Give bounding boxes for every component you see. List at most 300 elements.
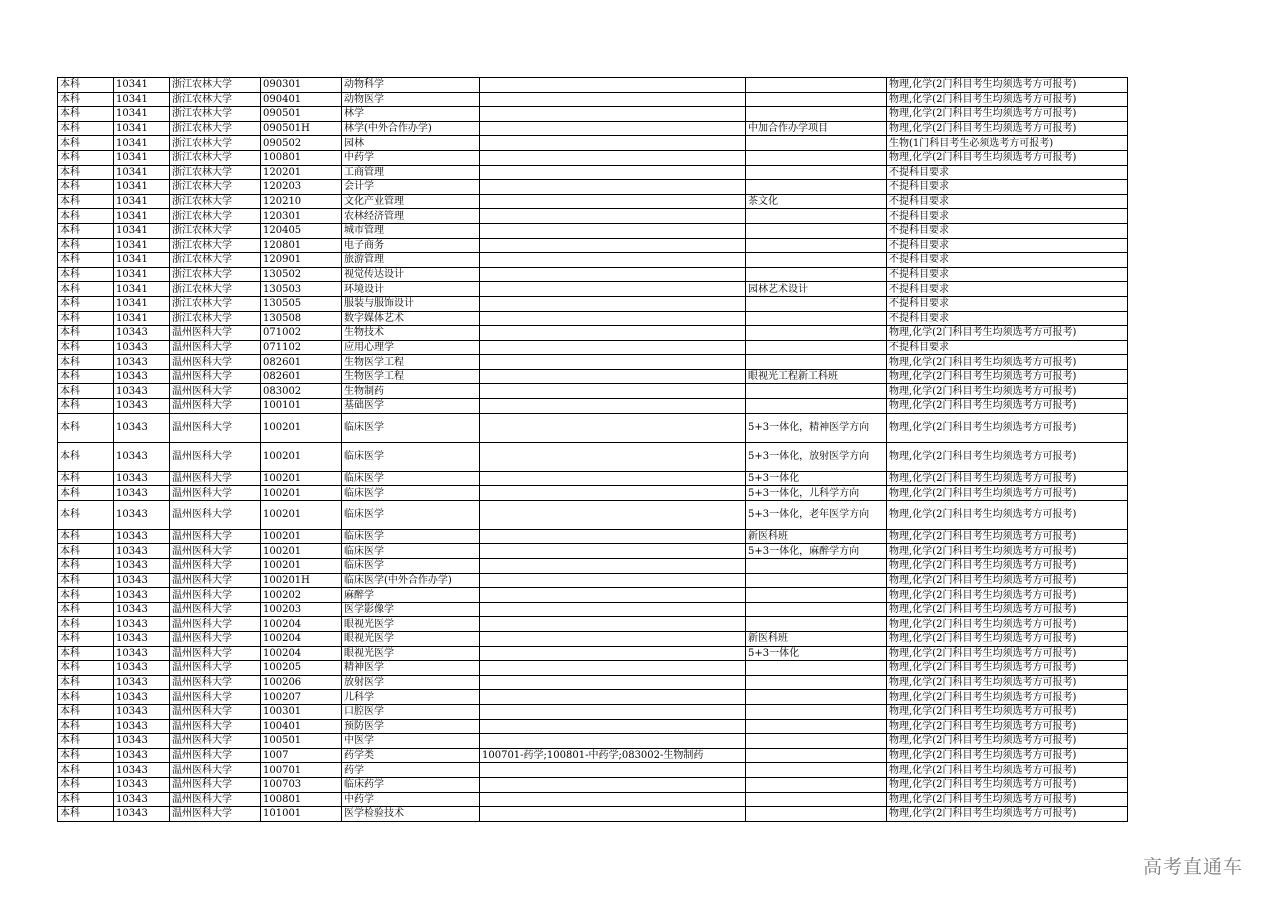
school-name-cell: 温州医科大学 — [170, 704, 261, 719]
major-code-cell: 120901 — [261, 253, 342, 268]
subject-requirement-cell: 不提科目要求 — [887, 311, 1128, 326]
major-name-cell: 临床药学 — [342, 777, 480, 792]
remark-cell: 5+3一体化 — [746, 646, 887, 661]
level-cell: 本科 — [58, 121, 114, 136]
major-name-cell: 药学类 — [342, 748, 480, 763]
major-code-cell: 100201 — [261, 559, 342, 574]
school-name-cell: 温州医科大学 — [170, 632, 261, 647]
level-cell: 本科 — [58, 675, 114, 690]
school-name-cell: 温州医科大学 — [170, 763, 261, 778]
major-scope-cell — [480, 384, 746, 399]
subject-requirement-cell: 不提科目要求 — [887, 223, 1128, 238]
major-code-cell: 130503 — [261, 282, 342, 297]
remark-cell: 中加合作办学项目 — [746, 121, 887, 136]
school-code-cell: 10343 — [114, 500, 170, 529]
major-name-cell: 中医学 — [342, 734, 480, 749]
level-cell: 本科 — [58, 471, 114, 486]
remark-cell: 茶文化 — [746, 194, 887, 209]
level-cell: 本科 — [58, 573, 114, 588]
subject-requirement-cell: 不提科目要求 — [887, 194, 1128, 209]
table-row — [58, 282, 1128, 297]
table-row — [58, 690, 1128, 705]
major-code-cell: 090301 — [261, 78, 342, 93]
major-code-cell: 100501 — [261, 734, 342, 749]
school-name-cell: 温州医科大学 — [170, 748, 261, 763]
major-code-cell: 090401 — [261, 92, 342, 107]
remark-cell — [746, 748, 887, 763]
major-scope-cell — [480, 719, 746, 734]
major-name-cell: 林学 — [342, 107, 480, 122]
major-code-cell: 120301 — [261, 209, 342, 224]
subject-requirement-cell: 物理,化学(2门科目考生均须选考方可报考) — [887, 471, 1128, 486]
school-name-cell: 浙江农林大学 — [170, 121, 261, 136]
major-code-cell: 090501H — [261, 121, 342, 136]
table-row — [58, 253, 1128, 268]
major-code-cell: 100201 — [261, 486, 342, 501]
remark-cell — [746, 253, 887, 268]
level-cell: 本科 — [58, 238, 114, 253]
subject-requirement-cell: 不提科目要求 — [887, 282, 1128, 297]
level-cell: 本科 — [58, 807, 114, 822]
table-row — [58, 646, 1128, 661]
level-cell: 本科 — [58, 690, 114, 705]
school-name-cell: 温州医科大学 — [170, 573, 261, 588]
remark-cell — [746, 661, 887, 676]
remark-cell — [746, 267, 887, 282]
school-code-cell: 10343 — [114, 573, 170, 588]
major-name-cell: 旅游管理 — [342, 253, 480, 268]
remark-cell — [746, 238, 887, 253]
table-row — [58, 223, 1128, 238]
major-name-cell: 临床医学(中外合作办学) — [342, 573, 480, 588]
subject-requirement-cell: 不提科目要求 — [887, 340, 1128, 355]
major-name-cell: 生物制药 — [342, 384, 480, 399]
subject-requirement-cell: 物理,化学(2门科目考生均须选考方可报考) — [887, 646, 1128, 661]
school-name-cell: 温州医科大学 — [170, 734, 261, 749]
major-scope-cell — [480, 807, 746, 822]
remark-cell: 新医科班 — [746, 632, 887, 647]
school-code-cell: 10343 — [114, 646, 170, 661]
major-scope-cell — [480, 734, 746, 749]
major-code-cell: 100201 — [261, 413, 342, 442]
subject-requirement-cell: 物理,化学(2门科目考生均须选考方可报考) — [887, 486, 1128, 501]
major-name-cell: 中药学 — [342, 792, 480, 807]
subject-requirement-cell: 物理,化学(2门科目考生均须选考方可报考) — [887, 632, 1128, 647]
major-scope-cell — [480, 588, 746, 603]
major-name-cell: 动物科学 — [342, 78, 480, 93]
remark-cell: 5+3一体化，老年医学方向 — [746, 500, 887, 529]
major-scope-cell — [480, 311, 746, 326]
major-name-cell: 临床医学 — [342, 413, 480, 442]
major-name-cell: 口腔医学 — [342, 704, 480, 719]
level-cell: 本科 — [58, 661, 114, 676]
school-code-cell: 10341 — [114, 282, 170, 297]
school-code-cell: 10341 — [114, 253, 170, 268]
school-code-cell: 10343 — [114, 588, 170, 603]
level-cell: 本科 — [58, 78, 114, 93]
major-code-cell: 090501 — [261, 107, 342, 122]
school-code-cell: 10341 — [114, 194, 170, 209]
table-row — [58, 267, 1128, 282]
major-code-cell: 100201 — [261, 471, 342, 486]
level-cell: 本科 — [58, 617, 114, 632]
level-cell: 本科 — [58, 223, 114, 238]
level-cell: 本科 — [58, 165, 114, 180]
major-scope-cell — [480, 194, 746, 209]
subject-requirement-cell: 不提科目要求 — [887, 180, 1128, 195]
level-cell: 本科 — [58, 704, 114, 719]
school-name-cell: 温州医科大学 — [170, 544, 261, 559]
major-scope-cell — [480, 544, 746, 559]
major-name-cell: 生物医学工程 — [342, 369, 480, 384]
subject-requirement-cell: 物理,化学(2门科目考生均须选考方可报考) — [887, 763, 1128, 778]
school-code-cell: 10343 — [114, 413, 170, 442]
subject-requirement-cell: 物理,化学(2门科目考生均须选考方可报考) — [887, 573, 1128, 588]
table-row — [58, 602, 1128, 617]
school-code-cell: 10341 — [114, 180, 170, 195]
school-name-cell: 浙江农林大学 — [170, 311, 261, 326]
school-name-cell: 浙江农林大学 — [170, 194, 261, 209]
school-code-cell: 10343 — [114, 326, 170, 341]
remark-cell — [746, 734, 887, 749]
school-name-cell: 浙江农林大学 — [170, 92, 261, 107]
major-scope-cell: 100701-药学;100801-中药学;083002-生物制药 — [480, 748, 746, 763]
school-name-cell: 浙江农林大学 — [170, 78, 261, 93]
major-name-cell: 环境设计 — [342, 282, 480, 297]
level-cell: 本科 — [58, 719, 114, 734]
major-code-cell: 120210 — [261, 194, 342, 209]
major-scope-cell — [480, 326, 746, 341]
remark-cell — [746, 777, 887, 792]
school-code-cell: 10343 — [114, 399, 170, 414]
school-code-cell: 10341 — [114, 92, 170, 107]
remark-cell — [746, 78, 887, 93]
remark-cell — [746, 355, 887, 370]
major-code-cell: 130502 — [261, 267, 342, 282]
major-scope-cell — [480, 399, 746, 414]
school-name-cell: 温州医科大学 — [170, 617, 261, 632]
table-row — [58, 209, 1128, 224]
major-code-cell: 100101 — [261, 399, 342, 414]
remark-cell: 5+3一体化，儿科学方向 — [746, 486, 887, 501]
major-code-cell: 120203 — [261, 180, 342, 195]
level-cell: 本科 — [58, 792, 114, 807]
school-name-cell: 温州医科大学 — [170, 413, 261, 442]
level-cell: 本科 — [58, 544, 114, 559]
remark-cell — [746, 588, 887, 603]
table-row — [58, 238, 1128, 253]
major-name-cell: 数字媒体艺术 — [342, 311, 480, 326]
school-code-cell: 10343 — [114, 675, 170, 690]
school-code-cell: 10343 — [114, 807, 170, 822]
major-code-cell: 1007 — [261, 748, 342, 763]
major-name-cell: 工商管理 — [342, 165, 480, 180]
school-code-cell: 10343 — [114, 384, 170, 399]
school-code-cell: 10343 — [114, 661, 170, 676]
subject-requirement-cell: 物理,化学(2门科目考生均须选考方可报考) — [887, 442, 1128, 471]
major-name-cell: 临床医学 — [342, 471, 480, 486]
subject-requirement-cell: 不提科目要求 — [887, 296, 1128, 311]
table-row — [58, 632, 1128, 647]
remark-cell: 5+3一体化 — [746, 471, 887, 486]
school-name-cell: 温州医科大学 — [170, 675, 261, 690]
level-cell: 本科 — [58, 763, 114, 778]
level-cell: 本科 — [58, 632, 114, 647]
school-code-cell: 10343 — [114, 369, 170, 384]
school-name-cell: 浙江农林大学 — [170, 136, 261, 151]
major-name-cell: 农林经济管理 — [342, 209, 480, 224]
subject-requirement-cell: 物理,化学(2门科目考生均须选考方可报考) — [887, 500, 1128, 529]
subject-requirement-cell: 不提科目要求 — [887, 253, 1128, 268]
major-code-cell: 100203 — [261, 602, 342, 617]
remark-cell: 新医科班 — [746, 529, 887, 544]
remark-cell — [746, 399, 887, 414]
major-scope-cell — [480, 150, 746, 165]
level-cell: 本科 — [58, 529, 114, 544]
remark-cell — [746, 223, 887, 238]
subject-requirement-cell: 物理,化学(2门科目考生均须选考方可报考) — [887, 369, 1128, 384]
major-name-cell: 视觉传达设计 — [342, 267, 480, 282]
table-row — [58, 399, 1128, 414]
subject-requirement-cell: 物理,化学(2门科目考生均须选考方可报考) — [887, 326, 1128, 341]
school-code-cell: 10341 — [114, 136, 170, 151]
major-code-cell: 100201 — [261, 529, 342, 544]
remark-cell — [746, 107, 887, 122]
major-name-cell: 动物医学 — [342, 92, 480, 107]
school-code-cell: 10343 — [114, 442, 170, 471]
table-row — [58, 180, 1128, 195]
table-row — [58, 704, 1128, 719]
remark-cell — [746, 617, 887, 632]
major-scope-cell — [480, 78, 746, 93]
school-name-cell: 浙江农林大学 — [170, 107, 261, 122]
subject-requirement-cell: 生物(1门科目考生必须选考方可报考) — [887, 136, 1128, 151]
level-cell: 本科 — [58, 442, 114, 471]
school-code-cell: 10343 — [114, 777, 170, 792]
table-row — [58, 573, 1128, 588]
table-row — [58, 442, 1128, 471]
remark-cell — [746, 384, 887, 399]
level-cell: 本科 — [58, 296, 114, 311]
remark-cell — [746, 690, 887, 705]
table-row — [58, 165, 1128, 180]
major-name-cell: 药学 — [342, 763, 480, 778]
major-scope-cell — [480, 121, 746, 136]
major-scope-cell — [480, 238, 746, 253]
major-code-cell: 071002 — [261, 326, 342, 341]
major-name-cell: 基础医学 — [342, 399, 480, 414]
table-row — [58, 413, 1128, 442]
major-code-cell: 130508 — [261, 311, 342, 326]
subject-requirement-cell: 不提科目要求 — [887, 165, 1128, 180]
school-code-cell: 10343 — [114, 544, 170, 559]
remark-cell — [746, 792, 887, 807]
school-code-cell: 10343 — [114, 632, 170, 647]
level-cell: 本科 — [58, 748, 114, 763]
school-code-cell: 10343 — [114, 340, 170, 355]
level-cell: 本科 — [58, 253, 114, 268]
table-row — [58, 529, 1128, 544]
major-code-cell: 090502 — [261, 136, 342, 151]
major-scope-cell — [480, 632, 746, 647]
school-name-cell: 温州医科大学 — [170, 690, 261, 705]
table-row — [58, 763, 1128, 778]
table-row — [58, 121, 1128, 136]
school-name-cell: 温州医科大学 — [170, 559, 261, 574]
subject-requirement-cell: 物理,化学(2门科目考生均须选考方可报考) — [887, 107, 1128, 122]
major-scope-cell — [480, 529, 746, 544]
major-scope-cell — [480, 777, 746, 792]
school-code-cell: 10341 — [114, 311, 170, 326]
school-code-cell: 10341 — [114, 78, 170, 93]
remark-cell — [746, 326, 887, 341]
major-code-cell: 100207 — [261, 690, 342, 705]
subject-requirement-cell: 物理,化学(2门科目考生均须选考方可报考) — [887, 121, 1128, 136]
remark-cell — [746, 573, 887, 588]
table-row — [58, 617, 1128, 632]
remark-cell — [746, 296, 887, 311]
school-code-cell: 10341 — [114, 150, 170, 165]
major-scope-cell — [480, 180, 746, 195]
level-cell: 本科 — [58, 777, 114, 792]
major-name-cell: 临床医学 — [342, 442, 480, 471]
major-scope-cell — [480, 253, 746, 268]
subject-requirement-cell: 物理,化学(2门科目考生均须选考方可报考) — [887, 792, 1128, 807]
major-scope-cell — [480, 704, 746, 719]
major-code-cell: 100801 — [261, 792, 342, 807]
table-row — [58, 369, 1128, 384]
level-cell: 本科 — [58, 399, 114, 414]
major-code-cell: 120405 — [261, 223, 342, 238]
major-scope-cell — [480, 282, 746, 297]
school-code-cell: 10343 — [114, 559, 170, 574]
major-name-cell: 电子商务 — [342, 238, 480, 253]
major-scope-cell — [480, 675, 746, 690]
school-code-cell: 10343 — [114, 529, 170, 544]
level-cell: 本科 — [58, 355, 114, 370]
school-name-cell: 温州医科大学 — [170, 588, 261, 603]
school-code-cell: 10343 — [114, 763, 170, 778]
school-name-cell: 浙江农林大学 — [170, 238, 261, 253]
table-row — [58, 777, 1128, 792]
major-name-cell: 生物技术 — [342, 326, 480, 341]
major-name-cell: 预防医学 — [342, 719, 480, 734]
school-code-cell: 10341 — [114, 296, 170, 311]
watermark-text: 高考直通车 — [1143, 856, 1244, 878]
school-name-cell: 温州医科大学 — [170, 442, 261, 471]
major-name-cell: 精神医学 — [342, 661, 480, 676]
major-name-cell: 临床医学 — [342, 559, 480, 574]
table-row — [58, 355, 1128, 370]
subject-requirement-cell: 物理,化学(2门科目考生均须选考方可报考) — [887, 559, 1128, 574]
major-code-cell: 100701 — [261, 763, 342, 778]
remark-cell — [746, 150, 887, 165]
table-row — [58, 719, 1128, 734]
table-row — [58, 792, 1128, 807]
major-code-cell: 100204 — [261, 632, 342, 647]
subject-requirement-cell: 物理,化学(2门科目考生均须选考方可报考) — [887, 355, 1128, 370]
school-code-cell: 10343 — [114, 690, 170, 705]
remark-cell — [746, 209, 887, 224]
major-name-cell: 麻醉学 — [342, 588, 480, 603]
level-cell: 本科 — [58, 92, 114, 107]
major-scope-cell — [480, 763, 746, 778]
school-name-cell: 温州医科大学 — [170, 369, 261, 384]
major-name-cell: 会计学 — [342, 180, 480, 195]
school-code-cell: 10341 — [114, 107, 170, 122]
major-scope-cell — [480, 369, 746, 384]
major-scope-cell — [480, 646, 746, 661]
major-name-cell: 应用心理学 — [342, 340, 480, 355]
remark-cell — [746, 807, 887, 822]
level-cell: 本科 — [58, 486, 114, 501]
subject-requirement-cell: 物理,化学(2门科目考生均须选考方可报考) — [887, 544, 1128, 559]
major-scope-cell — [480, 471, 746, 486]
school-code-cell: 10343 — [114, 471, 170, 486]
table-row — [58, 471, 1128, 486]
school-name-cell: 温州医科大学 — [170, 399, 261, 414]
subject-requirement-cell: 物理,化学(2门科目考生均须选考方可报考) — [887, 734, 1128, 749]
table-row — [58, 807, 1128, 822]
table-row — [58, 136, 1128, 151]
major-code-cell: 120201 — [261, 165, 342, 180]
school-code-cell: 10341 — [114, 165, 170, 180]
school-name-cell: 温州医科大学 — [170, 384, 261, 399]
table-row — [58, 559, 1128, 574]
school-name-cell: 浙江农林大学 — [170, 165, 261, 180]
subject-requirement-cell: 物理,化学(2门科目考生均须选考方可报考) — [887, 602, 1128, 617]
major-name-cell: 医学检验技术 — [342, 807, 480, 822]
school-name-cell: 浙江农林大学 — [170, 223, 261, 238]
major-code-cell: 082601 — [261, 355, 342, 370]
school-code-cell: 10343 — [114, 486, 170, 501]
major-name-cell: 中药学 — [342, 150, 480, 165]
major-name-cell: 园林 — [342, 136, 480, 151]
major-code-cell: 082601 — [261, 369, 342, 384]
admission-table — [57, 77, 1128, 822]
school-code-cell: 10343 — [114, 748, 170, 763]
major-scope-cell — [480, 165, 746, 180]
major-scope-cell — [480, 209, 746, 224]
school-name-cell: 浙江农林大学 — [170, 267, 261, 282]
level-cell: 本科 — [58, 107, 114, 122]
subject-requirement-cell: 不提科目要求 — [887, 209, 1128, 224]
subject-requirement-cell: 物理,化学(2门科目考生均须选考方可报考) — [887, 92, 1128, 107]
table-row — [58, 296, 1128, 311]
table-row — [58, 500, 1128, 529]
major-code-cell: 120801 — [261, 238, 342, 253]
major-name-cell: 临床医学 — [342, 529, 480, 544]
table-row — [58, 92, 1128, 107]
level-cell: 本科 — [58, 209, 114, 224]
school-name-cell: 温州医科大学 — [170, 500, 261, 529]
remark-cell — [746, 165, 887, 180]
school-code-cell: 10343 — [114, 734, 170, 749]
school-name-cell: 温州医科大学 — [170, 602, 261, 617]
subject-requirement-cell: 物理,化学(2门科目考生均须选考方可报考) — [887, 807, 1128, 822]
level-cell: 本科 — [58, 326, 114, 341]
remark-cell — [746, 719, 887, 734]
remark-cell — [746, 675, 887, 690]
level-cell: 本科 — [58, 282, 114, 297]
level-cell: 本科 — [58, 340, 114, 355]
major-name-cell: 临床医学 — [342, 486, 480, 501]
school-name-cell: 温州医科大学 — [170, 486, 261, 501]
school-name-cell: 温州医科大学 — [170, 326, 261, 341]
school-name-cell: 温州医科大学 — [170, 792, 261, 807]
school-code-cell: 10343 — [114, 719, 170, 734]
school-name-cell: 温州医科大学 — [170, 471, 261, 486]
